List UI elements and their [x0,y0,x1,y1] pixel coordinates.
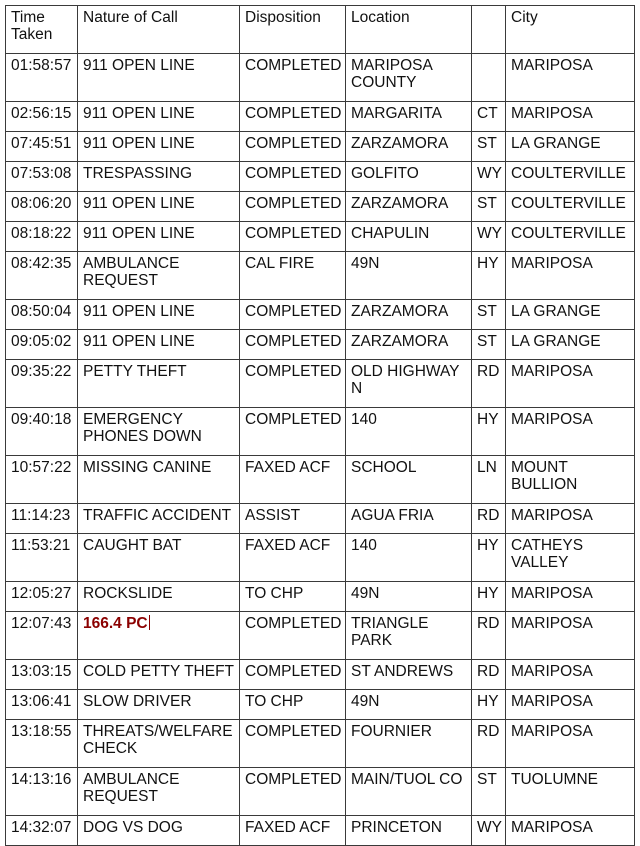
cell-location: OLD HIGHWAY N [346,360,472,408]
cell-city: MARIPOSA [506,54,635,102]
table-row [6,582,635,612]
cell-disposition: TO CHP [240,582,346,612]
table-row [6,504,635,534]
cell-location: ST ANDREWS [346,660,472,690]
cell-time: 10:57:22 [6,456,78,504]
cell-time: 11:14:23 [6,504,78,534]
table-row [6,300,635,330]
cell-location: MARIPOSA COUNTY [346,54,472,102]
cell-suffix: WY [472,816,506,846]
cell-suffix: RD [472,612,506,660]
cell-city: MARIPOSA [506,504,635,534]
cell-location: ZARZAMORA [346,192,472,222]
cell-location: ZARZAMORA [346,132,472,162]
cell-suffix: ST [472,300,506,330]
cell-time: 11:53:21 [6,534,78,582]
cell-city: MARIPOSA [506,612,635,660]
cell-disposition: COMPLETED [240,360,346,408]
cell-nature: EMERGENCY PHONES DOWN [78,408,240,456]
cell-location: FOURNIER [346,720,472,768]
cell-disposition: COMPLETED [240,330,346,360]
cell-suffix: ST [472,330,506,360]
cell-suffix: RD [472,360,506,408]
cell-city: MARIPOSA [506,720,635,768]
cell-nature: COLD PETTY THEFT [78,660,240,690]
cell-city: LA GRANGE [506,330,635,360]
cell-location: TRIANGLE PARK [346,612,472,660]
header-nature: Nature of Call [78,6,240,54]
cell-time: 09:40:18 [6,408,78,456]
table-row [6,690,635,720]
cell-suffix: HY [472,408,506,456]
cell-city: MARIPOSA [506,252,635,300]
cell-city: MARIPOSA [506,408,635,456]
table-row [6,660,635,690]
cell-disposition: COMPLETED [240,768,346,816]
cell-time: 01:58:57 [6,54,78,102]
cell-time: 13:06:41 [6,690,78,720]
cell-time: 08:42:35 [6,252,78,300]
cell-disposition: ASSIST [240,504,346,534]
table-row [6,330,635,360]
table-row [6,102,635,132]
cell-nature [78,612,240,660]
cell-nature: MISSING CANINE [78,456,240,504]
cell-nature: 911 OPEN LINE [78,300,240,330]
header-row [6,6,635,54]
cell-disposition: CAL FIRE [240,252,346,300]
cell-city: LA GRANGE [506,300,635,330]
cell-disposition: COMPLETED [240,660,346,690]
cell-location: ZARZAMORA [346,330,472,360]
cell-nature: THREATS/WELFARE CHECK [78,720,240,768]
cell-suffix: ST [472,192,506,222]
cell-nature: SLOW DRIVER [78,690,240,720]
cell-time: 12:05:27 [6,582,78,612]
table-row [6,252,635,300]
table-row [6,360,635,408]
cell-suffix: RD [472,504,506,534]
cell-nature: 911 OPEN LINE [78,222,240,252]
cell-nature: AMBULANCE REQUEST [78,768,240,816]
cell-location: MARGARITA [346,102,472,132]
table-row [6,534,635,582]
cell-time: 07:53:08 [6,162,78,192]
table-row [6,612,635,660]
table-row [6,162,635,192]
table-row [6,132,635,162]
table-row [6,222,635,252]
cell-location: ZARZAMORA [346,300,472,330]
cell-city: MARIPOSA [506,816,635,846]
call-log-table [5,5,635,846]
cell-disposition: TO CHP [240,690,346,720]
cell-suffix: ST [472,132,506,162]
text-cursor [149,615,150,630]
cell-city: MARIPOSA [506,582,635,612]
cell-city: MARIPOSA [506,102,635,132]
cell-disposition: COMPLETED [240,612,346,660]
cell-suffix: HY [472,690,506,720]
cell-time: 12:07:43 [6,612,78,660]
cell-time: 02:56:15 [6,102,78,132]
cell-suffix: WY [472,222,506,252]
cell-disposition: COMPLETED [240,162,346,192]
cell-city: COULTERVILLE [506,162,635,192]
cell-location: GOLFITO [346,162,472,192]
cell-time: 14:32:07 [6,816,78,846]
header-city: City [506,6,635,54]
cell-disposition: FAXED ACF [240,534,346,582]
cell-nature: 911 OPEN LINE [78,192,240,222]
cell-city: CATHEYS VALLEY [506,534,635,582]
cell-disposition: COMPLETED [240,300,346,330]
cell-nature: CAUGHT BAT [78,534,240,582]
cell-location: CHAPULIN [346,222,472,252]
cell-disposition: COMPLETED [240,408,346,456]
cell-suffix: CT [472,102,506,132]
cell-suffix [472,54,506,102]
cell-nature: 911 OPEN LINE [78,132,240,162]
cell-suffix: HY [472,534,506,582]
cell-location: SCHOOL [346,456,472,504]
highlighted-call-text: 166.4 PC [83,615,148,632]
cell-location: PRINCETON [346,816,472,846]
cell-suffix: HY [472,582,506,612]
cell-time: 08:18:22 [6,222,78,252]
header-location: Location [346,6,472,54]
cell-time: 09:35:22 [6,360,78,408]
cell-city: MARIPOSA [506,360,635,408]
cell-city: COULTERVILLE [506,222,635,252]
cell-nature: 911 OPEN LINE [78,330,240,360]
cell-suffix: WY [472,162,506,192]
cell-nature: AMBULANCE REQUEST [78,252,240,300]
cell-location: 49N [346,252,472,300]
cell-location: 140 [346,534,472,582]
cell-suffix: ST [472,768,506,816]
cell-city: COULTERVILLE [506,192,635,222]
cell-nature: PETTY THEFT [78,360,240,408]
cell-nature: TRAFFIC ACCIDENT [78,504,240,534]
table-row [6,408,635,456]
cell-location: 49N [346,582,472,612]
cell-location: 140 [346,408,472,456]
cell-city: MARIPOSA [506,660,635,690]
cell-city: MARIPOSA [506,690,635,720]
cell-nature: 911 OPEN LINE [78,102,240,132]
cell-disposition: COMPLETED [240,222,346,252]
cell-city: LA GRANGE [506,132,635,162]
table-row [6,456,635,504]
header-disposition: Disposition [240,6,346,54]
table-row [6,192,635,222]
table-row [6,816,635,846]
cell-time: 14:13:16 [6,768,78,816]
cell-disposition: COMPLETED [240,720,346,768]
cell-time: 07:45:51 [6,132,78,162]
table-row [6,768,635,816]
cell-nature: DOG VS DOG [78,816,240,846]
cell-location: MAIN/TUOL CO [346,768,472,816]
cell-disposition: FAXED ACF [240,816,346,846]
table-row [6,54,635,102]
cell-disposition: COMPLETED [240,54,346,102]
cell-disposition: COMPLETED [240,132,346,162]
header-suffix [472,6,506,54]
cell-city: TUOLUMNE [506,768,635,816]
table-row [6,720,635,768]
cell-suffix: LN [472,456,506,504]
cell-time: 13:18:55 [6,720,78,768]
cell-time: 08:50:04 [6,300,78,330]
cell-suffix: RD [472,720,506,768]
cell-suffix: HY [472,252,506,300]
cell-city: MOUNT BULLION [506,456,635,504]
cell-time: 13:03:15 [6,660,78,690]
cell-suffix: RD [472,660,506,690]
cell-nature: TRESPASSING [78,162,240,192]
cell-time: 08:06:20 [6,192,78,222]
cell-location: AGUA FRIA [346,504,472,534]
cell-disposition: COMPLETED [240,102,346,132]
header-time: Time Taken [6,6,78,54]
cell-disposition: FAXED ACF [240,456,346,504]
cell-disposition: COMPLETED [240,192,346,222]
cell-time: 09:05:02 [6,330,78,360]
cell-nature: ROCKSLIDE [78,582,240,612]
cell-location: 49N [346,690,472,720]
cell-nature: 911 OPEN LINE [78,54,240,102]
